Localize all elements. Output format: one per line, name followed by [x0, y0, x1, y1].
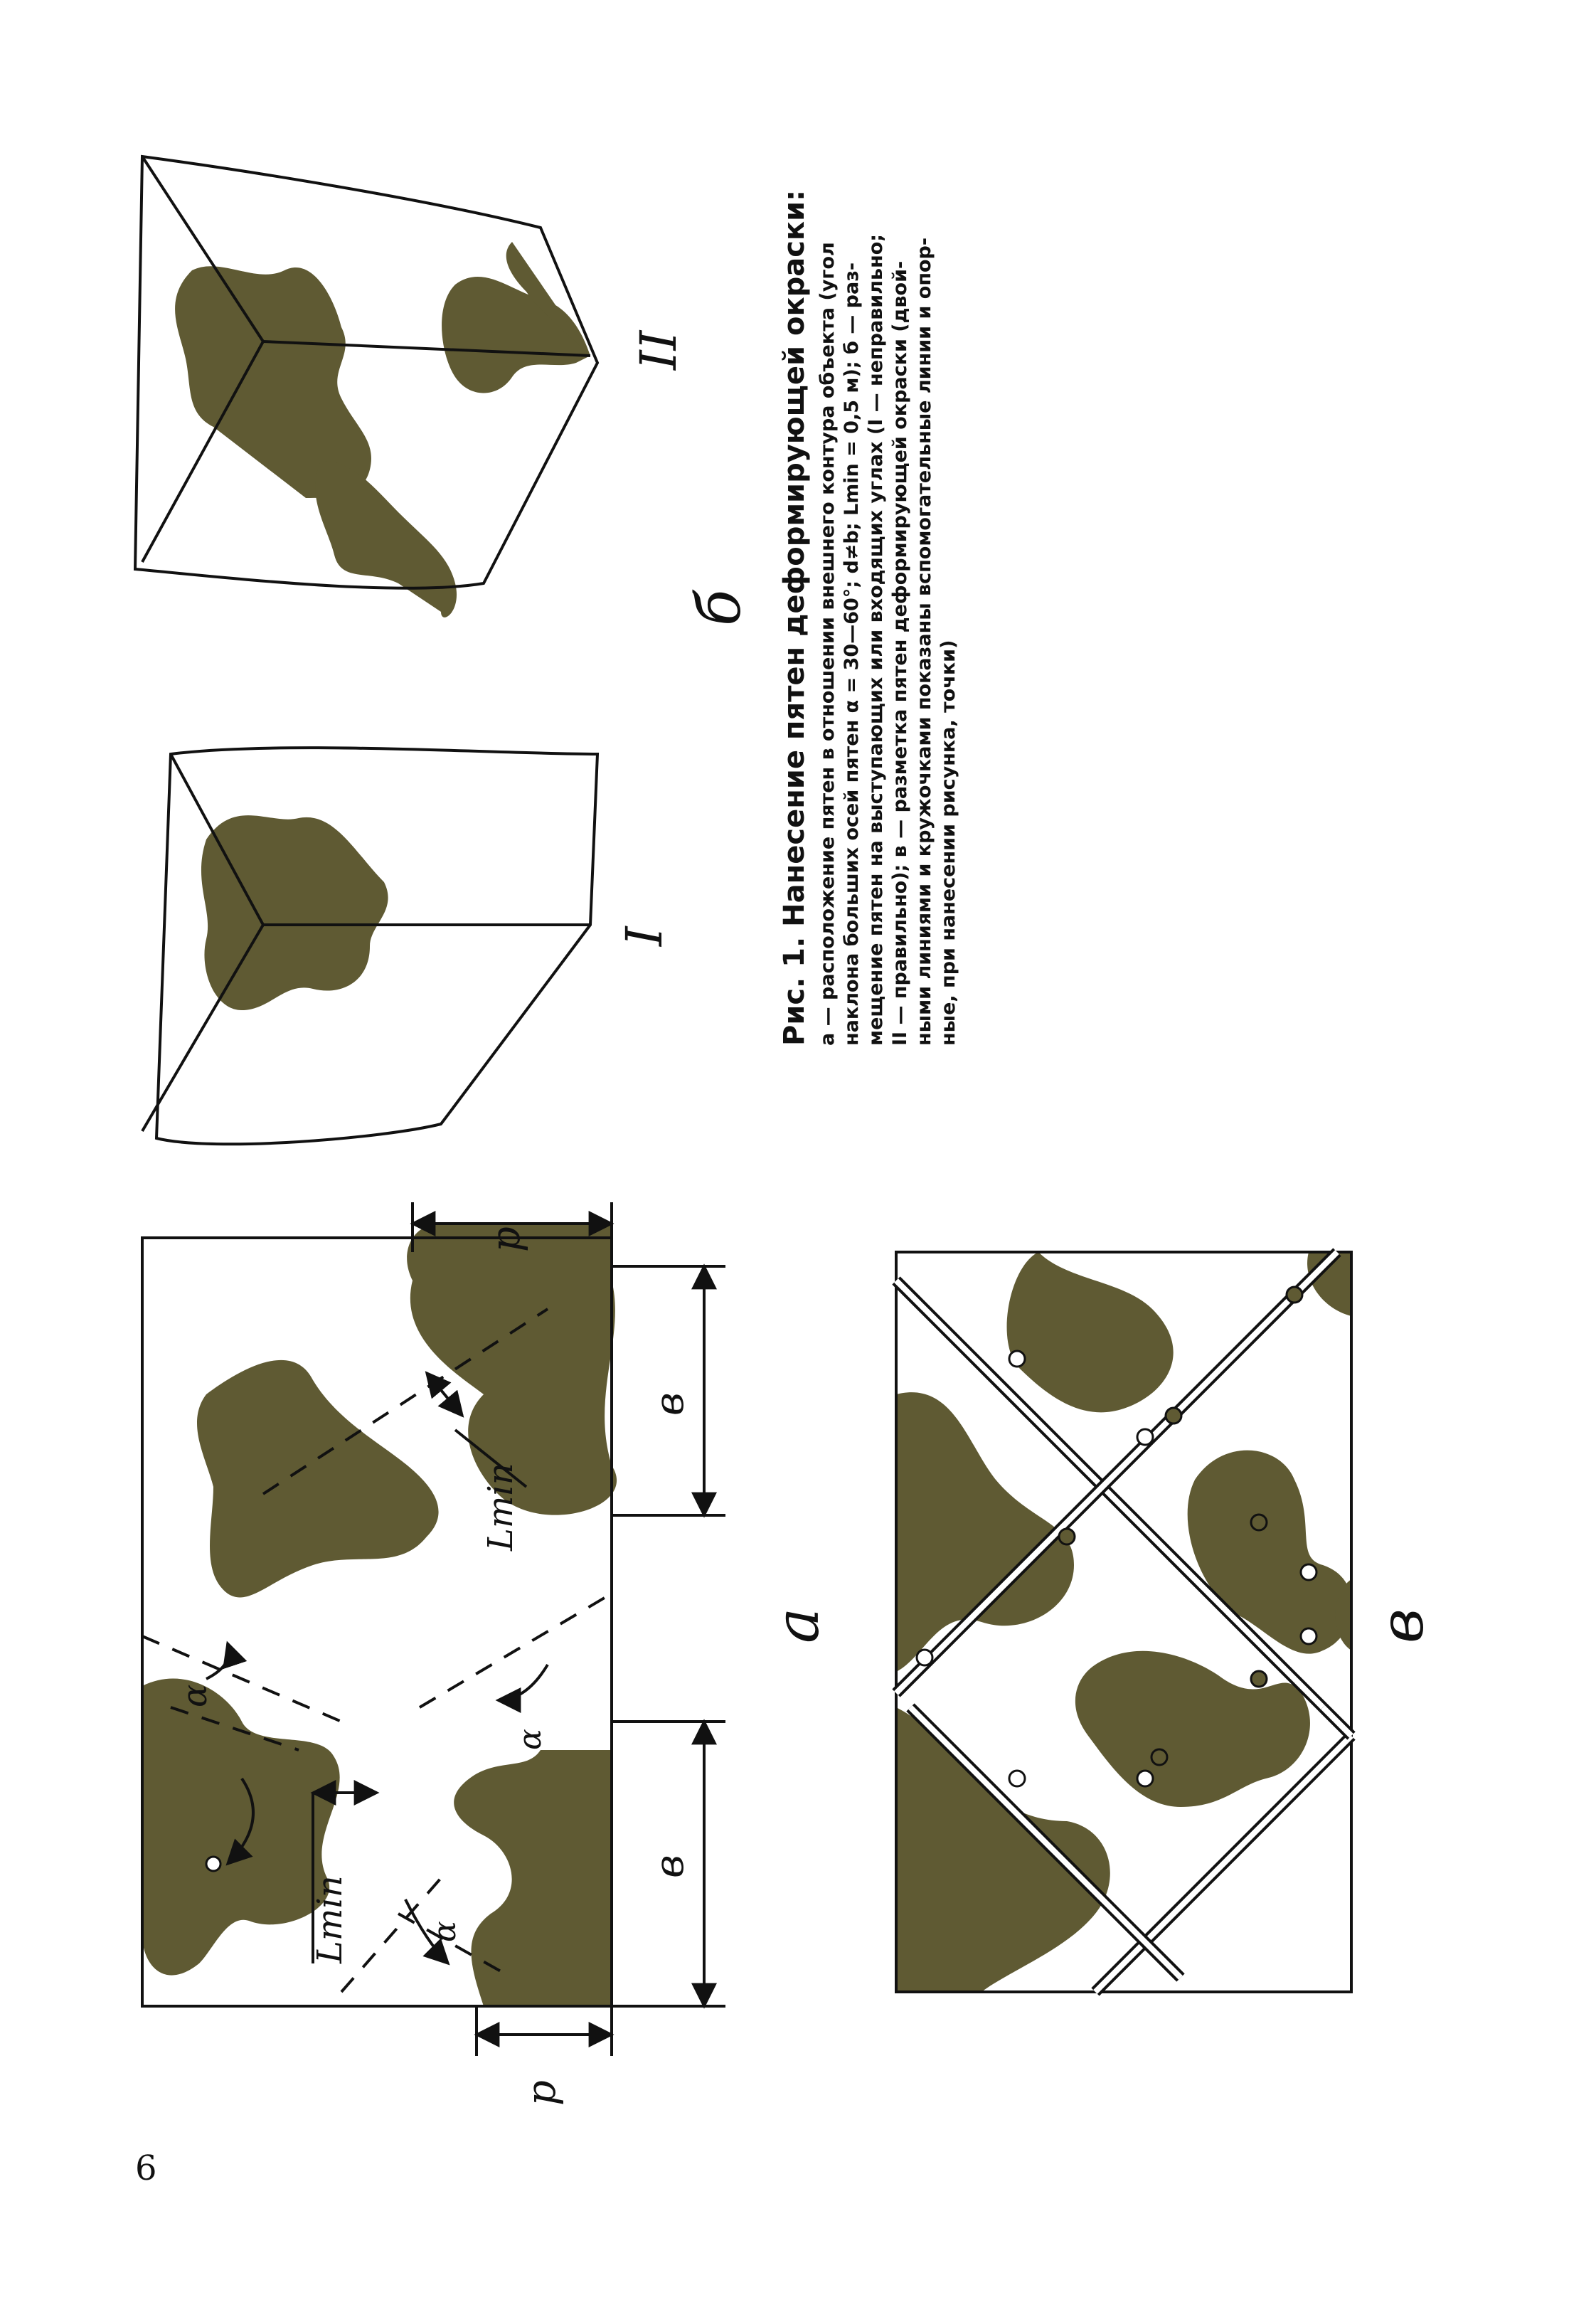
panel-a-label: а — [762, 1607, 832, 1643]
panel-v-point-10 — [1251, 1671, 1267, 1687]
figure-title: Рис. 1. Нанесение пятен деформирующей окраски: — [778, 189, 811, 1046]
panel-v-spot-4 — [1075, 1651, 1310, 1807]
panel-a-lmin-label-1: Lmin — [481, 1463, 521, 1551]
panel-a-angle-label-3: α — [427, 1921, 463, 1942]
panel-v-point-11 — [1009, 1771, 1025, 1786]
page-number: 6 — [135, 2148, 157, 2188]
panel-a-point — [206, 1857, 220, 1871]
panel-a-spot-4 — [454, 1750, 612, 2006]
panel-v-point-3 — [1137, 1429, 1153, 1445]
panel-v-spot-5 — [896, 1707, 1110, 1992]
panel-a-lmin-label-2: Lmin — [310, 1875, 350, 1963]
panel-a-lmin-arrow-1 — [427, 1373, 462, 1416]
panel-a-dim-p-bot-label: р — [518, 2080, 565, 2106]
panel-v-point-13 — [1151, 1749, 1167, 1765]
panel-a-dash-3 — [420, 1594, 612, 1707]
panel-a-spot-2 — [197, 1360, 439, 1598]
panel-v-point-12 — [1137, 1771, 1153, 1786]
panel-v — [896, 1252, 1437, 1992]
panel-a — [142, 1202, 832, 2106]
panel-v-point-1 — [1009, 1351, 1025, 1367]
caption-line-3: мещение пятен на выступающих или входящих углах (I — неправильно; — [865, 233, 887, 1046]
panel-b-cube-2-label: II — [629, 330, 688, 370]
caption-line-6: ные, при нанесении рисунка, точки) — [937, 640, 959, 1046]
panel-v-label: в — [1367, 1608, 1437, 1643]
panel-b-cube-2-spot-2 — [315, 462, 457, 617]
panel-v-guide-5-inner — [1323, 1707, 1351, 1736]
panel-v-point-4 — [1166, 1408, 1181, 1424]
caption-line-2: наклона больших осей пятен α = 30—60°; d≠b; Lmin = 0,5 м); б — раз- — [841, 262, 863, 1046]
panel-b-label: б — [684, 589, 754, 626]
panel-v-spot-3 — [1188, 1451, 1353, 1654]
caption-line-5: ными линиями и кружочками показаны вспомогательные линии и опор- — [913, 237, 935, 1046]
panel-b-cube-2 — [135, 157, 688, 617]
figure-caption — [778, 190, 959, 1046]
panel-b-cube-1-label: I — [615, 926, 674, 946]
panel-a-angle-label-1: α — [175, 1684, 215, 1707]
panel-v-point-6 — [1251, 1515, 1267, 1530]
panel-v-spot-1 — [1007, 1252, 1174, 1412]
panel-a-dim-b-1-label: в — [647, 1392, 693, 1416]
panel-b-cube-2-spot-1 — [175, 266, 371, 498]
panel-v-point-8 — [917, 1650, 932, 1665]
panel-a-angle-arc-2 — [498, 1665, 548, 1700]
panel-a-dim-p-top-label: р — [483, 1226, 529, 1252]
panel-v-point-7 — [1301, 1564, 1316, 1580]
panel-v-point-5 — [1059, 1529, 1075, 1544]
panel-a-angle-arc-1 — [206, 1643, 229, 1679]
panel-b — [135, 157, 754, 1144]
panel-b-cube-1 — [142, 748, 674, 1144]
panel-a-angle-label-2: α — [512, 1729, 548, 1750]
panel-v-point-9 — [1301, 1628, 1316, 1644]
caption-line-4: II — правильно); в — разметка пятен деформирующей окраски (двой- — [889, 260, 911, 1046]
caption-line-1: а — расположение пятен в отношении внешнего контура объекта (угол — [816, 242, 839, 1046]
panel-v-point-2 — [1287, 1287, 1302, 1303]
panel-a-dim-b-2-label: в — [647, 1855, 693, 1878]
